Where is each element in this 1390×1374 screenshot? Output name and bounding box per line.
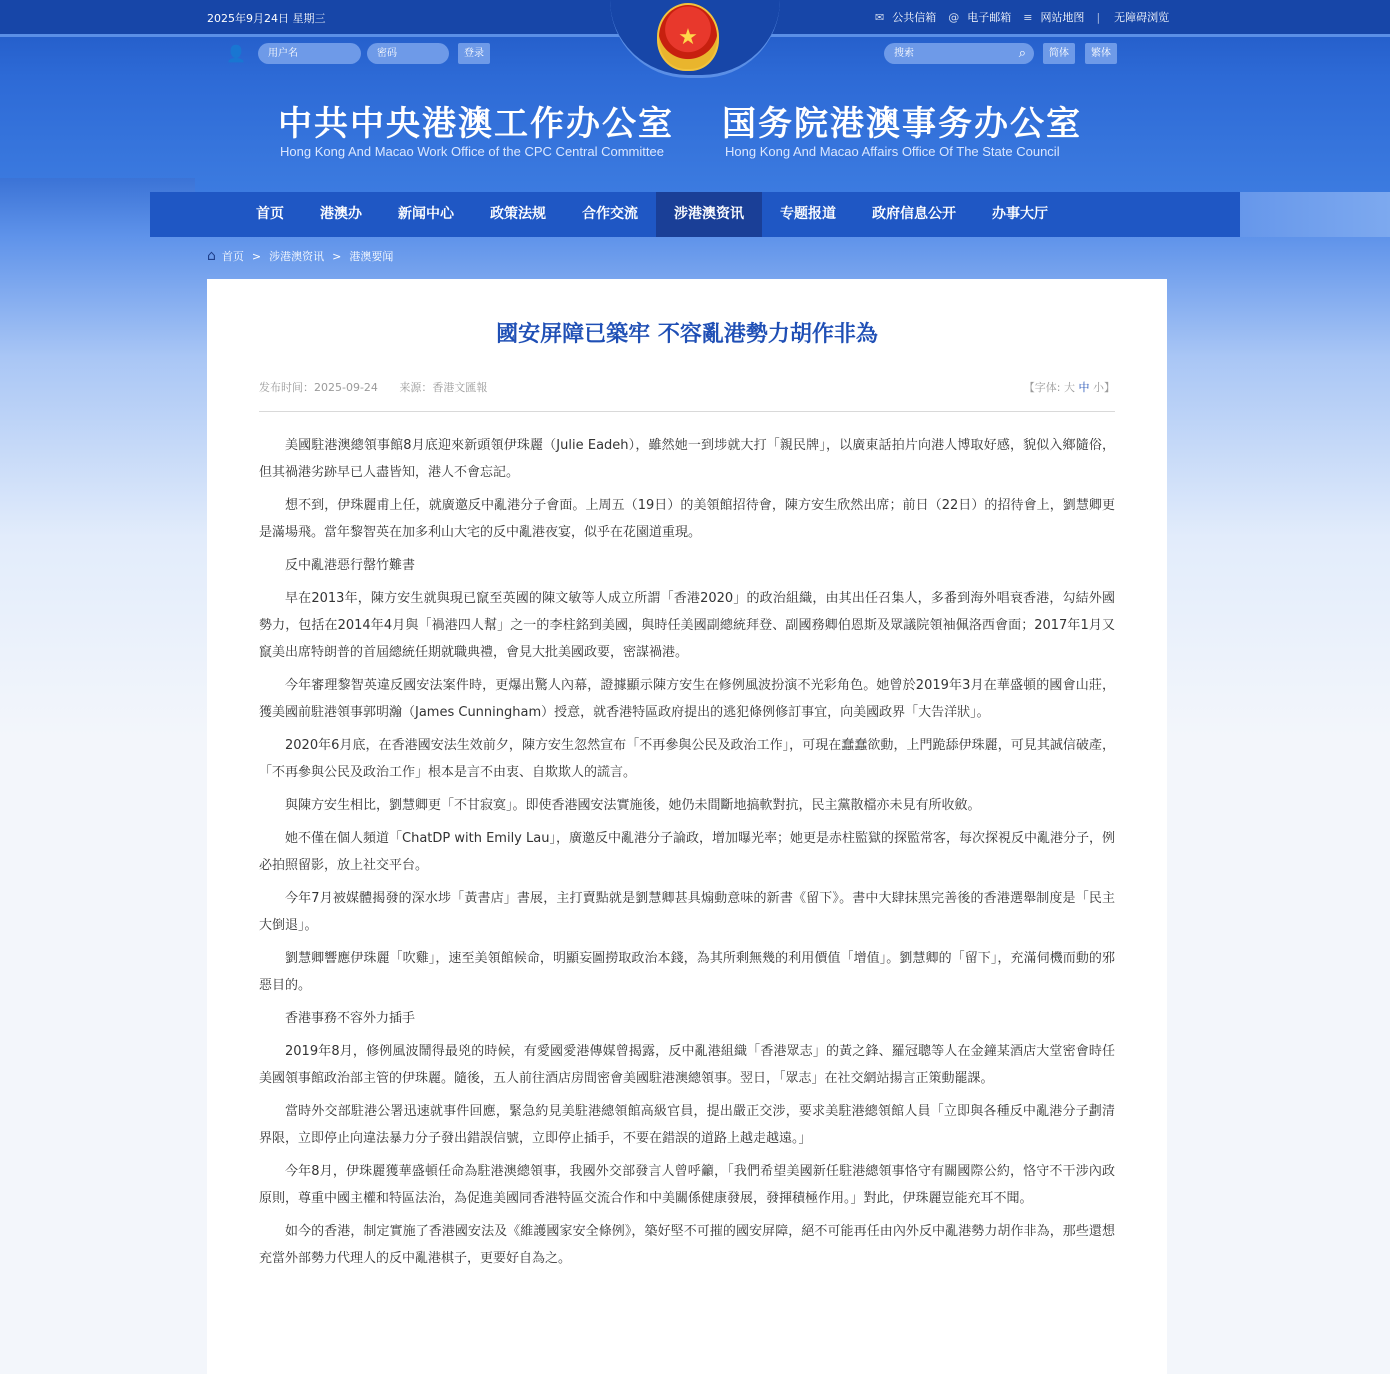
article-paragraph: 今年8月，伊珠麗獲華盛頓任命為駐港澳總領事，我國外交部發言人曾呼籲，「我們希望美國新任駐港總領事恪守有關國際公約，恪守不干涉內政原則，尊重中國主權和特區法治，為促進美國同香港特區交流合作和中美關係健康發展，發揮積極作用。」對此，伊珠麗豈能充耳不聞。 xyxy=(259,1164,1115,1206)
nav-item-hk-macao-info[interactable]: 涉港澳资讯 xyxy=(656,192,762,237)
font-size-label: 【字体: xyxy=(1023,381,1061,394)
user-icon: 👤 xyxy=(226,43,246,63)
login-bar xyxy=(226,43,490,64)
mail-icon: ✉ xyxy=(875,10,885,24)
article-meta xyxy=(259,379,505,395)
search-input[interactable] xyxy=(884,43,1034,64)
nav-item-hmo[interactable]: 港澳办 xyxy=(320,206,362,222)
sitemap-label: 网站地图 xyxy=(1040,11,1085,24)
accessibility-label: 无障碍浏览 xyxy=(1114,11,1170,24)
org-title-right-en: Hong Kong And Macao Affairs Office Of The State Council xyxy=(725,144,1060,159)
username-input[interactable]: 用户名 xyxy=(258,43,361,64)
article-source: 来源：香港文匯報 xyxy=(399,381,488,394)
breadcrumb xyxy=(207,248,393,264)
article-paragraph: 當時外交部駐港公署迅速就事件回應，緊急約見美駐港總領館高級官員，提出嚴正交涉，要求美駐港總領館人員「立即與各種反中亂港分子劃清界限，立即停止向違法暴力分子發出錯誤信號，立即停止插手，不要在錯誤的道路上越走越遠。」 xyxy=(259,1104,1115,1146)
article-paragraph: 想不到，伊珠麗甫上任，就廣邀反中亂港分子會面。上周五（19日）的美領館招待會，陳方安生欣然出席；前日（22日）的招待會上，劉慧卿更是滿場飛。當年黎智英在加多利山大宅的反中亂港夜宴，似乎在花園道重現。 xyxy=(259,498,1115,540)
search-icon[interactable]: ⌕ xyxy=(1018,46,1026,61)
top-links xyxy=(875,9,1181,25)
sitemap-link[interactable] xyxy=(1023,9,1084,25)
current-date: 2025年9月24日 星期三 xyxy=(207,12,326,25)
accessibility-link[interactable] xyxy=(1114,9,1169,25)
menu-icon: ≡ xyxy=(1023,10,1033,24)
org-title-left-en: Hong Kong And Macao Work Office of the CPC Central Committee xyxy=(280,144,664,159)
font-size-switcher xyxy=(1024,379,1115,395)
article-paragraph: 今年審理黎智英違反國安法案件時，更爆出驚人內幕，證據顯示陳方安生在修例風波扮演不光彩角色。她曾於2019年3月在華盛頓的國會山莊，獲美國前駐港領事郭明瀚（James Cunningham）授意，就香港特區政府提出的逃犯條例修訂事宜，向美國政界「大告洋狀」。 xyxy=(259,678,1115,720)
public-mailbox-label: 公共信箱 xyxy=(892,11,937,24)
font-size-small[interactable]: 小】 xyxy=(1093,381,1115,394)
article-paragraph: 她不僅在個人頻道「ChatDP with Emily Lau」，廣邀反中亂港分子論政，增加曝光率；她更是赤柱監獄的探監常客，每次探視反中亂港分子，例必拍照留影，放上社交平台。 xyxy=(259,831,1115,873)
article-paragraph: 2019年8月，修例風波鬧得最兇的時候，有愛國愛港傳媒曾揭露，反中亂港組織「香港眾志」的黃之鋒、羅冠聰等人在金鐘某酒店大堂密會時任美國領事館政治部主管的伊珠麗。隨後，五人前往酒店房間密會美國駐港澳總領事。翌日，「眾志」在社交網站揚言正策動罷課。 xyxy=(259,1044,1115,1086)
article-subheading: 反中亂港惡行罄竹難書 xyxy=(285,558,416,573)
public-mailbox-link[interactable] xyxy=(875,9,936,25)
national-emblem-icon: ★ xyxy=(657,3,719,71)
home-icon: ⌂ xyxy=(207,248,216,264)
font-size-large[interactable]: 大 xyxy=(1064,381,1075,394)
org-title-right-cn: 国务院港澳事务办公室 xyxy=(722,104,1082,144)
breadcrumb-separator: > xyxy=(251,249,262,263)
article-paragraph: 與陳方安生相比，劉慧卿更「不甘寂寞」。即使香港國安法實施後，她仍未間斷地搞軟對抗，民主黨散檔亦未見有所收斂。 xyxy=(285,798,981,813)
nav-item-home[interactable]: 首页 xyxy=(256,206,284,222)
article-subheading: 香港事務不容外力插手 xyxy=(285,1011,416,1026)
article-paragraph: 2020年6月底，在香港國安法生效前夕，陳方安生忽然宣布「不再參與公民及政治工作」，可現在蠢蠢欲動，上門跪舔伊珠麗，可見其誠信破產，「不再參與公民及政治工作」根本是言不由衷、自欺欺人的謊言。 xyxy=(259,738,1115,780)
email-label: 电子邮箱 xyxy=(967,11,1012,24)
article-paragraph: 美國駐港澳總領事館8月底迎來新頭領伊珠麗（Julie Eadeh），雖然她一到埗就大打「親民牌」，以廣東話拍片向港人博取好感，貌似入鄉隨俗，但其禍港劣跡早已人盡皆知，港人不會忘記。 xyxy=(259,438,1115,480)
breadcrumb-home[interactable]: 首页 xyxy=(221,250,244,263)
article-panel xyxy=(207,279,1167,1374)
nav-item-service-hall[interactable]: 办事大厅 xyxy=(992,206,1048,222)
article-paragraph: 如今的香港，制定實施了香港國安法及《維護國家安全條例》，築好堅不可摧的國安屏障，絕不可能再任由內外反中亂港勢力胡作非為，那些還想充當外部勢力代理人的反中亂港棋子，更要好自為之。 xyxy=(259,1224,1115,1266)
traditional-chinese-button[interactable]: 繁体 xyxy=(1085,43,1117,64)
nav-item-policy[interactable]: 政策法规 xyxy=(490,206,546,222)
font-size-medium[interactable]: 中 xyxy=(1078,381,1090,394)
publish-date: 发布时间：2025-09-24 xyxy=(259,381,378,394)
article-body xyxy=(259,432,1115,1278)
nav-item-special-reports[interactable]: 专题报道 xyxy=(780,206,836,222)
nav-item-cooperation[interactable]: 合作交流 xyxy=(582,206,638,222)
link-divider: | xyxy=(1096,10,1101,24)
site-header xyxy=(0,0,1390,192)
title-divider xyxy=(259,411,1115,412)
password-input[interactable]: 密码 xyxy=(367,43,449,64)
article-paragraph: 今年7月被媒體揭發的深水埗「黃書店」書展，主打賣點就是劉慧卿甚具煽動意味的新書《留下》。書中大肆抹黑完善後的香港選舉制度是「民主大倒退」。 xyxy=(259,891,1115,933)
article-paragraph: 早在2013年，陳方安生就與現已竄至英國的陳文敏等人成立所謂「香港2020」的政治組織，由其出任召集人，多番到海外唱衰香港，勾結外國勢力，包括在2014年4月與「禍港四人幫」之一的李柱銘到美國，與時任美國副總統拜登、副國務卿伯恩斯及眾議院領袖佩洛西會面；2017年1月又竄美出席特朗普的首屆總統任期就職典禮，會見大批美國政要，密謀禍港。 xyxy=(259,591,1115,660)
at-icon: @ xyxy=(948,10,960,24)
article-title: 國安屏障已築牢 不容亂港勢力胡作非為 xyxy=(496,322,878,347)
breadcrumb-hk-macao-info[interactable]: 涉港澳资讯 xyxy=(269,250,325,263)
nav-item-news[interactable]: 新闻中心 xyxy=(398,206,454,222)
breadcrumb-separator: > xyxy=(332,249,342,263)
login-button[interactable]: 登录 xyxy=(458,43,490,64)
org-title-left-cn: 中共中央港澳工作办公室 xyxy=(278,104,674,144)
search-placeholder: 搜索 xyxy=(894,48,914,59)
main-nav xyxy=(150,192,1240,237)
article-paragraph: 劉慧卿響應伊珠麗「吹雞」，速至美領館候命，明顯妄圖撈取政治本錢，為其所剩無幾的利用價值「增值」。劉慧卿的「留下」，充滿伺機而動的邪惡目的。 xyxy=(259,951,1115,993)
email-link[interactable] xyxy=(948,9,1011,25)
simplified-chinese-button[interactable]: 简体 xyxy=(1043,43,1075,64)
nav-item-gov-info[interactable]: 政府信息公开 xyxy=(872,206,956,222)
breadcrumb-hk-macao-news[interactable]: 港澳要闻 xyxy=(349,250,394,263)
